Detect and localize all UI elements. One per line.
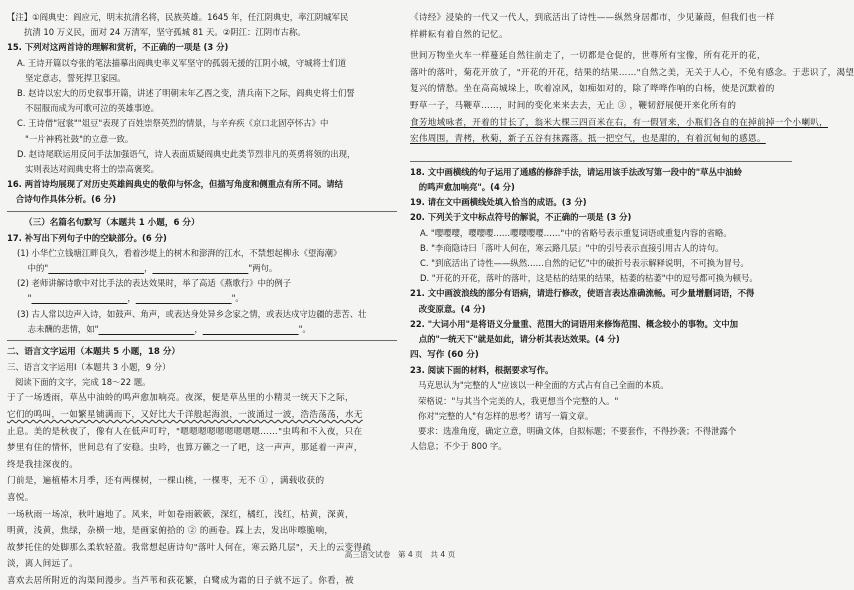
passage-line: 食芳地域咏者，开着的甘长了，翁米大棵三四百米在右，有一假冒来，小瓶们各自的在掉前掉一个小喇叭， (410, 117, 829, 128)
passage-line: 野草一子，马鞭草……，时间的变化来来去去，无止 ③ ，鞭韧舒展便开来化所有的 (410, 100, 737, 111)
question-21-stem: 改变原意。(4 分) (410, 303, 486, 314)
option-line: C. 王诗借"冠裳""俎豆"表现了百姓崇祭英烈的情景，与辛弃疾《京口北固亭怀古》中 (17, 118, 329, 129)
option-line: A. "嘤嘤嘤，嘤嘤嘤……嘤嘤嘤嘤……"中的省略号表示重复词语或重复内容的省略。 (420, 227, 732, 238)
question-21-stem: 21. 文中画波浪线的部分有语病，请进行修改，使语言表达准确流畅。可少量增删词语，不得 (410, 288, 755, 299)
passage-line: 终是我挂深夜的。 (7, 459, 79, 470)
passage-line: 喜欢去居所附近的沟渠间漫步。当芦苇和荻花繁，白鹭成为霜的日子就不远了。你看，被 (7, 576, 354, 586)
question-19-stem: 19. 请在文中画横线处填入恰当的成语。(3 分) (410, 197, 587, 208)
passage-line: 一场秋雨一场凉，秋叶遍地了。风来，叶如卷雨簌簌，深红，橘红，浅红，枯黄，深黄， (7, 509, 354, 520)
passage-line: 淡，离人间远了。 (7, 559, 79, 570)
passage-line: 样耕耘有着自然的记忆。 (410, 29, 508, 40)
fill-line: (3) 古人常以边声入诗，如鼓声、角声，或表达身处异乡念家之情，或表达戍守边疆的悲苦、壮 (17, 308, 367, 319)
fill-line: " ， "。 (17, 293, 244, 304)
passage-line: 它们的鸣叫，一如繁星铺满而下，又好比大千洋般起海浪，一波涌过一波，浩浩荡荡，水无 (7, 410, 363, 421)
passage-line: 明黄，浅黄，焦绿，杂横一地，是画家俯拾的 ② 的画卷。踩上去，发出咔嚓脆响， (7, 526, 334, 537)
fill-line: 中的" ， "两句。 (17, 263, 278, 274)
question-16-stem: 合诗句作具体分析。(6 分) (7, 194, 116, 205)
option-line: B. "李商隐诗曰「落叶人何在，寒云路几层」"中的引号表示直接引用古人的诗句。 (420, 242, 724, 253)
reading-intro: 阅读下面的文字，完成 18～22 题。 (7, 377, 151, 388)
option-line: D. 赵诗尾联运用反问手法加强语气，诗人表面质疑阎典史此类节烈非凡的英勇将领的出现， (17, 148, 356, 159)
prompt-line: 荣格说："与其当个完美的人，我更想当个完整的人。" (410, 395, 619, 406)
passage-line: 宏伟周围，青栲，秋菊，新子五谷有抹露落。抵一把空气，也是甜的，有着沉甸甸的感恩。 (410, 134, 766, 145)
prompt-line: 人信息；不少于 800 字。 (410, 441, 507, 452)
prompt-line: 要求：选准角度，确定立意，明确文体，自拟标题；不要套作，不得抄袭；不得泄露个 (410, 426, 737, 436)
question-22-stem: 点的"一统天下"就是如此，请分析其表达效果。(4 分) (410, 333, 620, 344)
section-divider (410, 161, 792, 162)
reading-intro: 三、语言文字运用Ⅰ（本题共 3 小题，9 分） (7, 362, 171, 373)
option-line: 实则表达对阎典史将士的崇高褒奖。 (17, 164, 159, 175)
section-divider (7, 340, 397, 341)
fill-line: (2) 老师讲解诗歌中对比手法的表达效果时，举了高适《燕歌行》中的例子 (17, 278, 292, 289)
passage-line: 梦里有住的情怀，世间总有了安稳。虫吟，也算万籁之一了吧，这一声声，那延着一声声， (7, 443, 363, 454)
fill-line: 志未酬的悲情，如" ， "。 (17, 323, 311, 334)
passage-line: 止息。美的是秋夜了，像有人在低声叮咛，"嗯嗯嗯嗯嗯嗯嗯嗯嗯……"虫鸣和不入夜，只在 (7, 426, 363, 437)
option-line: A. 王诗开篇以夸张的笔法描摹出阎典史率义军坚守的孤弱无援的江阴小城，守城将士们道 (17, 57, 347, 68)
option-line: D. "开花的开花，落叶的落叶，这是枯的结果的结果，枯萎的枯萎"中的逗号都可换为顿号。 (420, 273, 758, 284)
passage-line: 复兴的情愁。坐在高高城垛上，吹着凉风，如痴如对的，除了哗哗作响的白杨，使是沉默着的 (410, 84, 775, 95)
question-18-stem: 的鸣声愈加响亮"。(4 分) (410, 181, 515, 192)
section-divider (7, 211, 397, 212)
passage-line: 世间万物坐火车一样蔓延自然往前走了，一切都是仓促的，世尊所有宝像，所有花开的花， (410, 51, 766, 62)
option-line: B. 赵诗以宏大的历史叙事开篇，讲述了明朝末年乙酉之变，清兵南下之际，阎典史将士们誓 (17, 88, 355, 99)
question-22-stem: 22. "大词小用"是将语义分量重、范围大的词语用来修饰范围、概念较小的事物。文中加 (410, 318, 738, 329)
passage-line: 于了一场透雨，草丛中油蛉的鸣声愈加响亮。夜深，便是草丛里的小精灵一统天下之际， (7, 393, 354, 404)
right-column (410, 10, 854, 454)
option-line: C. "到底活出了诗性——纵然……自然的记忆"中的破折号表示解释说明，不可换为冒号。 (420, 257, 749, 268)
fill-line: (1) 小华伫立钱塘江畔良久，看着沙堤上的树木和澎湃的江水，不禁想起柳永《望海潮》 (17, 247, 342, 258)
question-18-stem: 18. 文中画横线的句子运用了通感的修辞手法，请运用该手法改写第一段中的"草丛中油蛉 (410, 166, 742, 177)
passage-line: 《诗经》浸染的一代又一代人，到底活出了诗性——纵然身居都市，少见蒹葭，但我们也一样 (410, 13, 775, 23)
section-heading: （三）名篇名句默写（本题共 1 小题，6 分） (24, 217, 200, 228)
section-heading: 四、写作 (60 分) (410, 350, 479, 361)
question-16-stem: 16. 两首诗均展现了对历史英雄阎典史的敬仰与怀念，但描写角度和侧重点有所不同。请结 (7, 179, 343, 190)
left-column (7, 10, 397, 590)
prompt-line: 你对"完整的人"有怎样的思考？请写一篇文章。 (410, 410, 594, 421)
passage-line: 门前是，遍植椿木月季，还有两棵树，一棵山桃，一棵枣，无不 ① ，满载收获的 (7, 476, 325, 487)
option-line: "一片神鸦社鼓"的立意一致。 (17, 133, 134, 144)
page-footer: 高三语文试卷 第 4 页 共 4 页 (344, 550, 456, 559)
question-23-stem: 23. 阅读下面的材料，根据要求写作。 (410, 365, 554, 376)
question-15-stem: 15. 下列对这两首诗的理解和赏析，不正确的一项是 (3 分) (7, 42, 229, 53)
note-line: 【注】①阎典史：阎应元，明末抗清名将，民族英雄。1645 年，任江阴典史，率江阴城军民 (7, 12, 349, 22)
section-heading: 二、语言文字运用（本题共 5 小题，18 分） (7, 347, 181, 358)
option-line: 坚定意志，誓死捍卫家园。 (17, 72, 126, 83)
prompt-line: 马克思认为"完整的人"应该以一种全面的方式占有自己全面的本质。 (410, 380, 669, 391)
passage-line: 落叶的落叶，菊花开放了，"开花的开花，结果的结果……"自然之美，无关于人心，不免有感念。于悲识了，渴望 (410, 67, 854, 78)
passage-line: 喜悦。 (7, 493, 34, 504)
question-20-stem: 20. 下列关于文中标点符号的解说，不正确的一项是 (3 分) (410, 212, 632, 223)
question-17-stem: 17. 补写出下列句子中的空缺部分。(6 分) (7, 232, 167, 243)
note-line: 抗清 10 万义民，面对 24 万清军，坚守孤城 81 天。②阴江：江阴市古称。 (24, 27, 306, 38)
passage-line: 故梦托住的处脚那么柔软轻盈。我常想起唐诗句"落叶人何在，寒云路几层"，天上的云变得疏 (7, 542, 372, 553)
option-line: 不屈服而成为可歌可泣的英雄事迹。 (17, 103, 159, 114)
